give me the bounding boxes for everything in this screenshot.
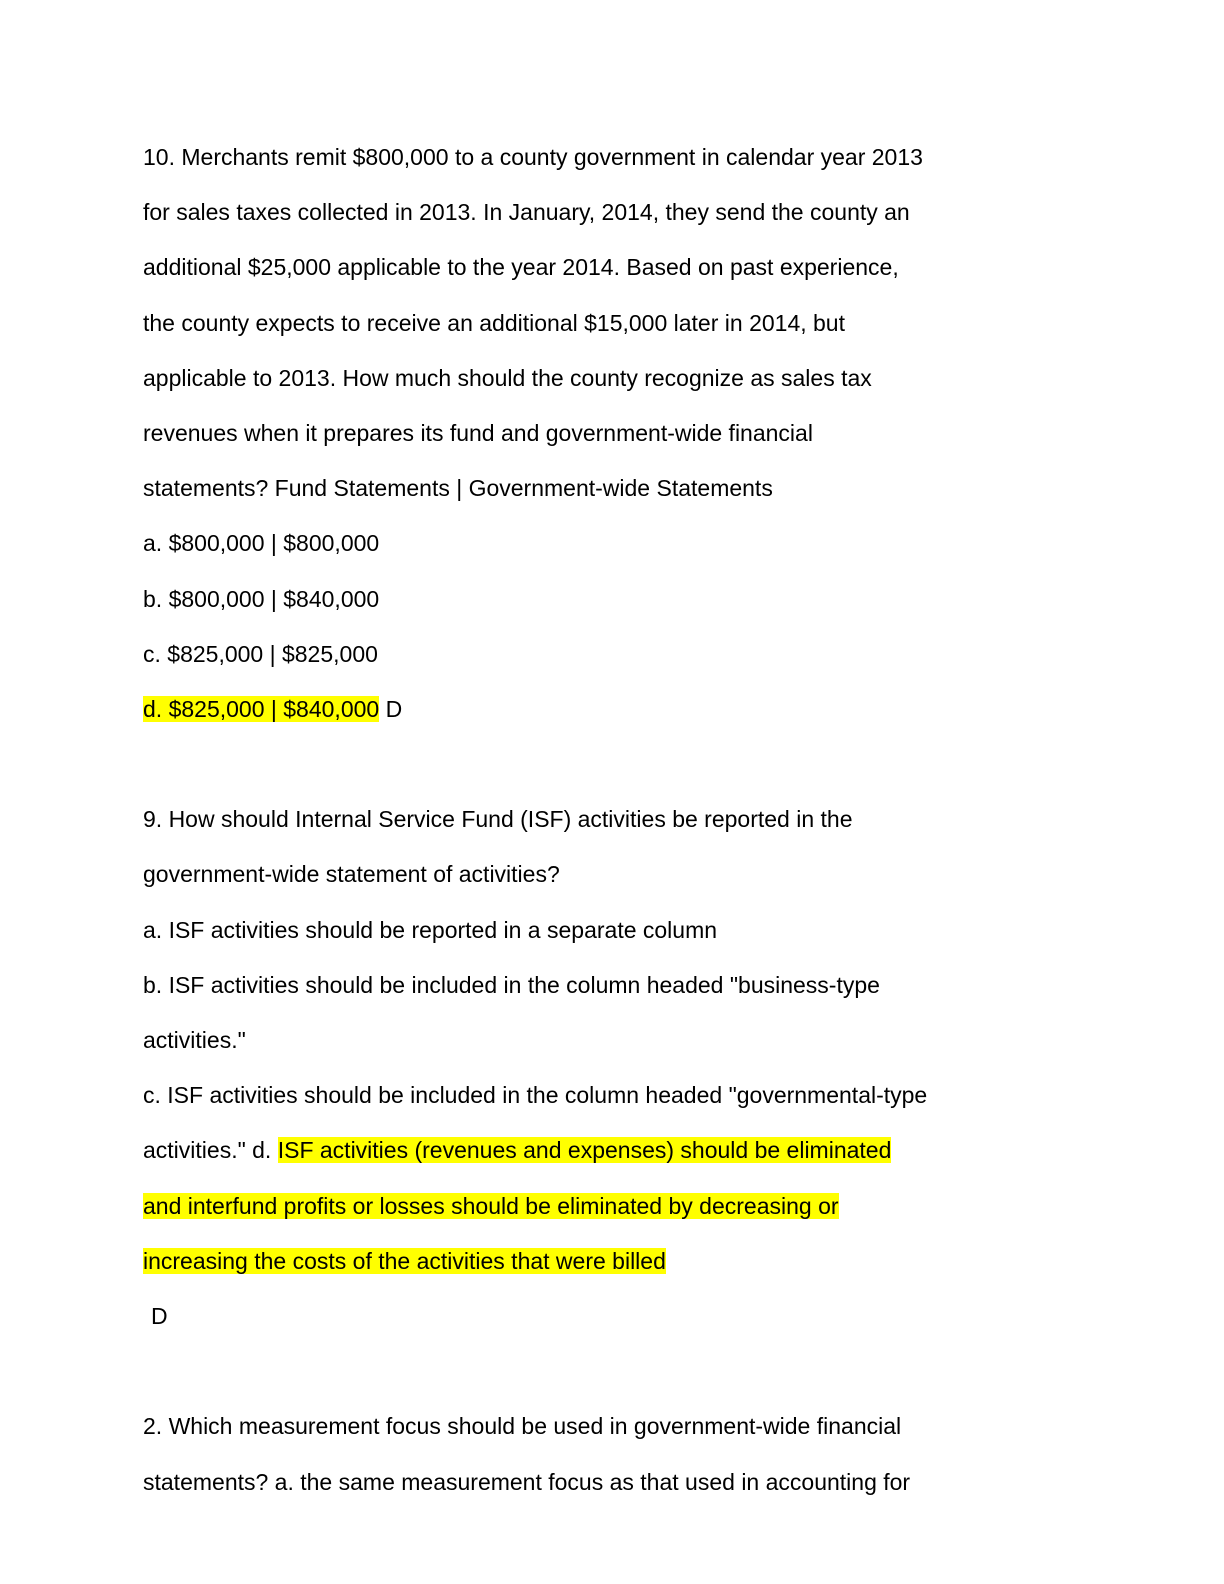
question-2-stem-line: statements? a. the same measurement focus as that used in accounting for <box>143 1468 911 1495</box>
question-9-option-d-line <box>143 1179 1083 1234</box>
question-10-stem-line: applicable to 2013. How much should the county recognize as sales tax <box>143 364 872 391</box>
question-10-stem-line: revenues when it prepares its fund and government-wide financial <box>143 419 813 446</box>
question-10-answer: D <box>379 695 403 722</box>
question-9-option-a: a. ISF activities should be reported in a separate column <box>143 916 718 943</box>
spacer <box>143 737 1083 792</box>
question-2 <box>143 1399 1083 1509</box>
question-10-stem-line: 10. Merchants remit $800,000 to a county government in calendar year 2013 <box>143 144 923 170</box>
question-9-option-d-line <box>143 1234 1083 1289</box>
spacer <box>143 1344 1083 1399</box>
question-2-stem-line: 2. Which measurement focus should be used in government-wide financial <box>143 1413 902 1440</box>
question-10 <box>143 130 1083 737</box>
question-10-stem-line: for sales taxes collected in 2013. In January, 2014, they send the county an <box>143 199 910 226</box>
question-9 <box>143 792 1083 1344</box>
question-10-stem-line: additional $25,000 applicable to the year 2014. Based on past experience, <box>143 254 899 281</box>
question-9-option-d-highlighted: increasing the costs of the activities that were billed <box>143 1247 666 1274</box>
question-9-option-b-line: b. ISF activities should be included in the column headed "business-type <box>143 971 880 998</box>
question-10-option-a: a. $800,000 | $800,000 <box>143 530 380 557</box>
question-9-stem-line: 9. How should Internal Service Fund (ISF) activities be reported in the <box>143 806 853 833</box>
question-9-option-c-d-line <box>143 1123 1083 1178</box>
question-9-option-c-tail: activities." d. <box>143 1137 278 1164</box>
question-10-option-c: c. $825,000 | $825,000 <box>143 640 378 667</box>
question-9-answer: D <box>151 1302 168 1329</box>
question-10-stem-line: the county expects to receive an additional $15,000 later in 2014, but <box>143 309 845 336</box>
question-10-option-d-highlighted: d. $825,000 | $840,000 <box>143 695 380 722</box>
document-page <box>143 130 1083 1510</box>
question-9-option-c: c. ISF activities should be included in the column headed "governmental-type <box>143 1082 928 1109</box>
question-9-option-d-highlighted: ISF activities (revenues and expenses) should be eliminated <box>277 1137 892 1164</box>
question-9-stem-line: government-wide statement of activities? <box>143 861 560 888</box>
question-9-option-d-highlighted: and interfund profits or losses should be eliminated by decreasing or <box>143 1192 839 1219</box>
question-10-stem-line: statements? Fund Statements | Government-wide Statements <box>143 475 773 502</box>
question-10-option-d-line <box>143 682 1083 737</box>
question-9-option-b-line: activities." <box>143 1027 246 1053</box>
question-10-option-b: b. $800,000 | $840,000 <box>143 585 380 612</box>
